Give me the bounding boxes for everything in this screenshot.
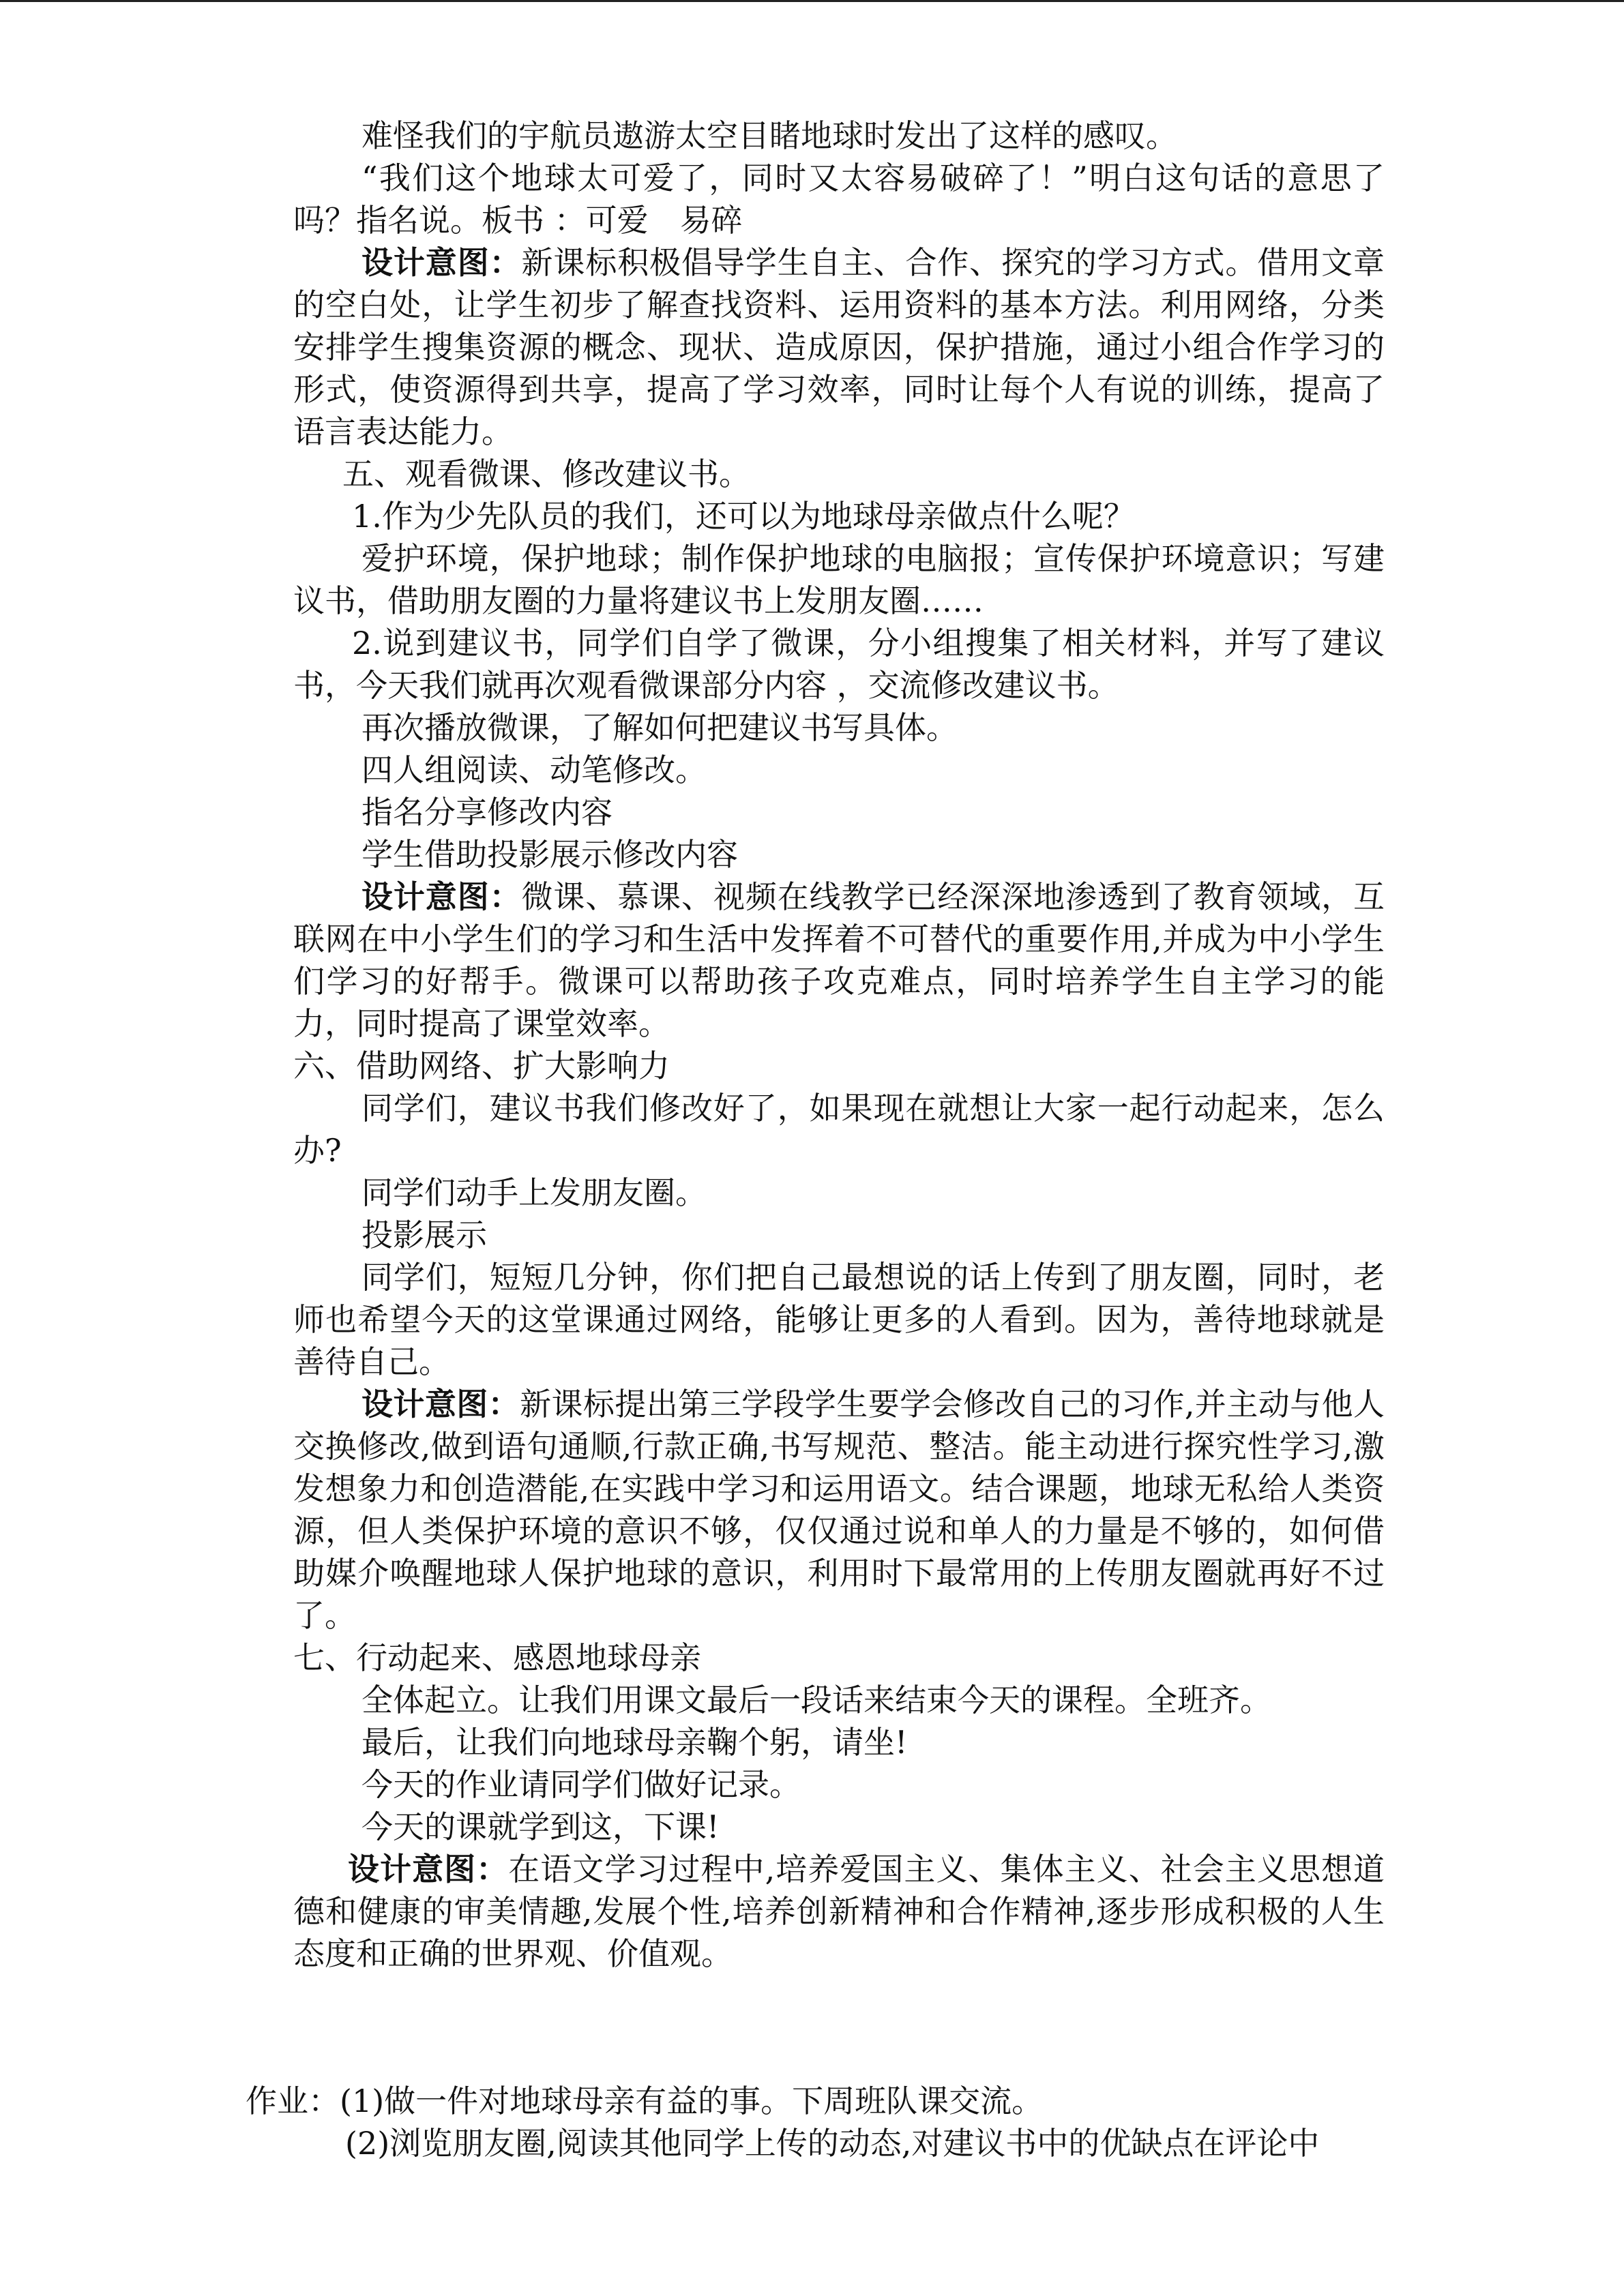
homework-section: [246, 2080, 1391, 2164]
design-intent-label: 设计意图：: [361, 1386, 520, 1422]
paragraph: 学生借助投影展示修改内容: [361, 836, 738, 873]
page-top-border: [0, 0, 1624, 2]
paragraph: 指名分享修改内容: [361, 794, 612, 831]
section-heading: 六、借助网络、扩大影响力: [293, 1047, 670, 1084]
design-intent-paragraph: [293, 876, 1385, 1045]
paragraph: “我们这个地球太可爱了，同时又太容易破碎了！”明白这句话的意思了吗？指名说。板书 ：可爱 易碎: [293, 160, 1385, 239]
paragraph: 全体起立。让我们用课文最后一段话来结束今天的课程。全班齐。: [361, 1682, 1271, 1718]
design-intent-text: 微课、慕课、视频在线教学已经深深地渗透到了教育领域，互联网在中小学生们的学习和生活中发挥着不可替代的重要作用,并成为中小学生们学习的好帮手。微课可以帮助孩子攻克难点，同时培养学生自主学习的能力，同时提高了课堂效率。: [293, 878, 1385, 1042]
section-heading: 七、行动起来、感恩地球母亲: [293, 1639, 701, 1676]
paragraph: 四人组阅读、动笔修改。: [361, 751, 707, 788]
paragraph: 最后，让我们向地球母亲鞠个躬，请坐!: [361, 1724, 908, 1761]
design-intent-paragraph: [293, 241, 1385, 453]
design-intent-paragraph: [293, 1383, 1385, 1637]
paragraph: 同学们，短短几分钟，你们把自己最想说的话上传到了朋友圈，同时，老师也希望今天的这堂课通过网络，能够让更多的人看到。因为，善待地球就是善待自己。: [293, 1259, 1385, 1380]
homework-item-1: 作业：(1)做一件对地球母亲有益的事。下周班队课交流。: [246, 2083, 1044, 2119]
paragraph: 今天的作业请同学们做好记录。: [361, 1766, 801, 1803]
paragraph: 1.作为少先队员的我们，还可以为地球母亲做点什么呢？: [352, 498, 1135, 535]
lesson-plan-body: [293, 115, 1385, 1975]
section-heading: 五、观看微课、修改建议书。: [342, 456, 750, 492]
design-intent-paragraph: [293, 1848, 1385, 1975]
design-intent-text: 新课标提出第三学段学生要学会修改自己的习作,并主动与他人交换修改,做到语句通顺,行款正确,书写规范、整洁。能主动进行探究性学习,激发想象力和创造潜能,在实践中学习和运用语文。结合课题，地球无私给人类资源，但人类保护环境的意识不够，仅仅通过说和单人的力量是不够的，如何借助媒介唤醒地球人保护地球的意识，利用时下最常用的上传朋友圈就再好不过了。: [293, 1386, 1385, 1634]
design-intent-label: 设计意图：: [361, 878, 522, 915]
paragraph: 爱护环境，保护地球；制作保护地球的电脑报；宣传保护环境意识；写建议书，借助朋友圈的力量将建议书上发朋友圈……: [293, 540, 1385, 619]
design-intent-label: 设计意图：: [348, 1851, 509, 1888]
paragraph: 今天的课就学到这，下课!: [361, 1808, 720, 1845]
design-intent-text: 新课标积极倡导学生自主、合作、探究的学习方式。借用文章的空白处，让学生初步了解查找资料、运用资料的基本方法。利用网络，分类安排学生搜集资源的概念、现状、造成原因，保护措施，通过小组合作学习的形式，使资源得到共享，提高了学习效率，同时让每个人有说的训练，提高了语言表达能力。: [293, 244, 1385, 450]
homework-item-2: (2)浏览朋友圈,阅读其他同学上传的动态,对建议书中的优缺点在评论中: [345, 2125, 1320, 2162]
paragraph: 同学们动手上发朋友圈。: [361, 1174, 707, 1211]
design-intent-label: 设计意图：: [361, 244, 522, 281]
design-intent-text: 在语文学习过程中,培养爱国主义、集体主义、社会主义思想道德和健康的审美情趣,发展个性,培养创新精神和合作精神,逐步形成积极的人生态度和正确的世界观、价值观。: [293, 1851, 1385, 1972]
paragraph: 同学们，建议书我们修改好了，如果现在就想让大家一起行动起来，怎么办?: [293, 1090, 1385, 1169]
paragraph: 投影展示: [361, 1217, 487, 1253]
paragraph: 2.说到建议书，同学们自学了微课，分小组搜集了相关材料，并写了建议书，今天我们就再次观看微课部分内容 ，交流修改建议书。: [293, 625, 1385, 704]
paragraph: 再次播放微课，了解如何把建议书写具体。: [361, 709, 958, 746]
paragraph: 难怪我们的宇航员遨游太空目睹地球时发出了这样的感叹。: [361, 117, 1177, 154]
